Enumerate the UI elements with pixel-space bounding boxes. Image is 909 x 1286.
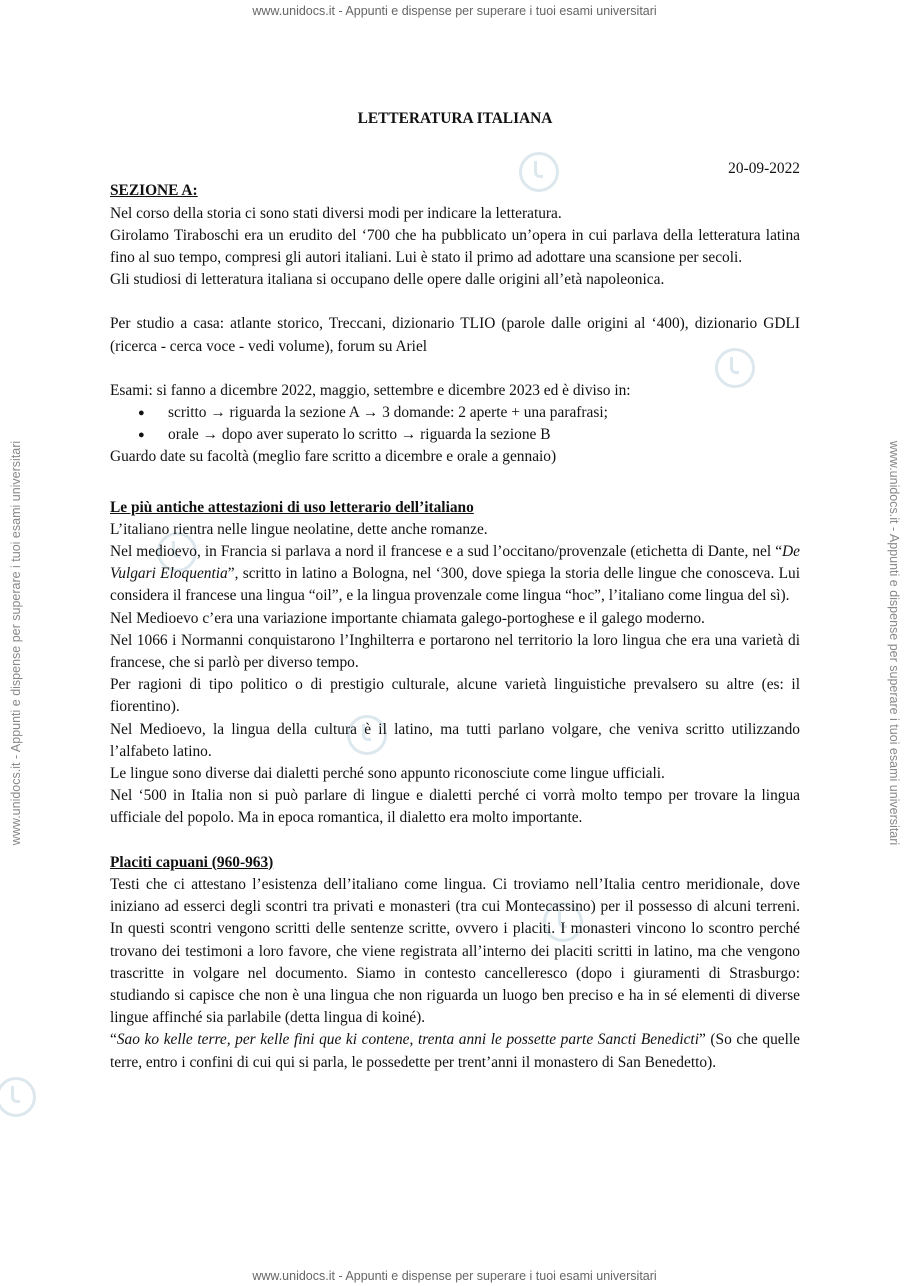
watermark-top: www.unidocs.it - Appunti e dispense per superare i tuoi esami universitari <box>252 4 657 18</box>
document-page <box>110 108 800 1074</box>
watermark-bottom: www.unidocs.it - Appunti e dispense per superare i tuoi esami universitari <box>252 1269 657 1283</box>
exam-list <box>110 402 800 446</box>
paragraph: “Sao ko kelle terre, per kelle fini que ki contene, trenta anni le possette parte Sancti Benedicti” (So che quelle terre, entro i confini di cui qui si parla, le possedette per trent’anni il monastero di San Benedetto). <box>110 1031 801 1071</box>
book-title: De Vulgari Eloquentia <box>110 543 800 583</box>
paragraph: Testi che ci attestano l’esistenza dell’italiano come lingua. Ci troviamo nell’Italia centro meridionale, dove iniziano ad esserci degli scontri tra privati e monasteri (tra cui Montecassino) per il possesso di alcuni terreni. In questi scontri vengono scritti delle sentenze scritte, ovvero i placiti. I monasteri vincono lo scontro perché trovano dei testimoni a loro favore, che viene registrata all’interno dei placiti scritti in latino, ma che vengono trascritte in volgare nel documento. Siamo in contesto cancelleresco (dopo i giuramenti di Strasburgo: studiando si capisce che non è una lingua che non riguarda un luogo ben preciso e ha in sé elementi di diverse lingue affinché sia parlabile (detta lingua di koiné). <box>110 875 800 1027</box>
document-date: 20-09-2022 <box>728 160 800 178</box>
paragraph: Per studio a casa: atlante storico, Treccani, dizionario TLIO (parole dalle origini al ‘400), dizionario GDLI (ricerca - cerca voce - vedi volume), forum su Ariel <box>110 315 800 355</box>
watermark-right: www.unidocs.it - Appunti e dispense per superare i tuoi esami universitari <box>887 440 901 846</box>
watermark-logo-icon <box>0 1077 36 1117</box>
paragraph: Nel 1066 i Normanni conquistarono l’Inghilterra e portarono nel territorio la loro lingua che era una varietà di francese, che si parlò per diverso tempo. <box>110 631 800 672</box>
paragraph: Le lingue sono diverse dai dialetti perché sono appunto riconosciute come lingue ufficiali. <box>110 765 665 783</box>
paragraph: L’italiano rientra nelle lingue neolatine, dette anche romanze. <box>110 520 488 538</box>
quotation: Sao ko kelle terre, per kelle fini que ki contene, trenta anni le possette parte Sancti Benedicti <box>116 1031 699 1049</box>
paragraph: Esami: si fanno a dicembre 2022, maggio, settembre e dicembre 2023 ed è diviso in: <box>110 381 631 399</box>
placiti-heading: Placiti capuani (960-963) <box>110 853 274 871</box>
paragraph: Guardo date su facoltà (meglio fare scritto a dicembre e orale a gennaio) <box>110 448 557 466</box>
paragraph: Per ragioni di tipo politico o di prestigio culturale, alcune varietà linguistiche prevalsero su altre (es: il fiorentino). <box>110 676 800 716</box>
document-title: LETTERATURA ITALIANA <box>357 110 553 127</box>
paragraph: Gli studiosi di letteratura italiana si occupano delle opere dalle origini all’età napoleonica. <box>110 271 665 289</box>
section-a-heading: SEZIONE A: <box>110 182 198 200</box>
paragraph: Girolamo Tiraboschi era un erudito del ‘700 che ha pubblicato un’opera in cui parlava della letteratura latina fino al suo tempo, compresi gli autori italiani. Lui è stato il primo ad adottare una scansione per secoli. <box>110 226 800 267</box>
list-item: ● orale → dopo aver superato lo scritto → riguarda la sezione B <box>138 424 800 446</box>
watermark-left: www.unidocs.it - Appunti e dispense per superare i tuoi esami universitari <box>9 440 23 846</box>
paragraph: Nel corso della storia ci sono stati diversi modi per indicare la letteratura. <box>110 204 562 222</box>
list-item: ● scritto → riguarda la sezione A → 3 domande: 2 aperte + una parafrasi; <box>138 402 800 424</box>
attestazioni-heading: Le più antiche attestazioni di uso letterario dell’italiano <box>110 498 474 516</box>
paragraph: Nel Medioevo, la lingua della cultura è il latino, ma tutti parlano volgare, che veniva scritto utilizzando l’alfabeto latino. <box>110 720 800 760</box>
paragraph: Nel Medioevo c’era una variazione importante chiamata galego-portoghese e il galego moderno. <box>110 609 705 627</box>
paragraph: Nel medioevo, in Francia si parlava a nord il francese e a sud l’occitano/provenzale (etichetta di Dante, nel “De Vulgari Eloquentia”, scritto in latino a Bologna, nel ‘300, dove spiega la storia delle lingue che conosceva. Lui considera il francese una lingua “oil”, e la lingua provenzale come lingua “hoc”, l’italiano come lingua del sì). <box>110 543 800 605</box>
paragraph: Nel ‘500 in Italia non si può parlare di lingue e dialetti perché ci vorrà molto tempo per trovare la lingua ufficiale del popolo. Ma in epoca romantica, il dialetto era molto importante. <box>110 787 800 827</box>
